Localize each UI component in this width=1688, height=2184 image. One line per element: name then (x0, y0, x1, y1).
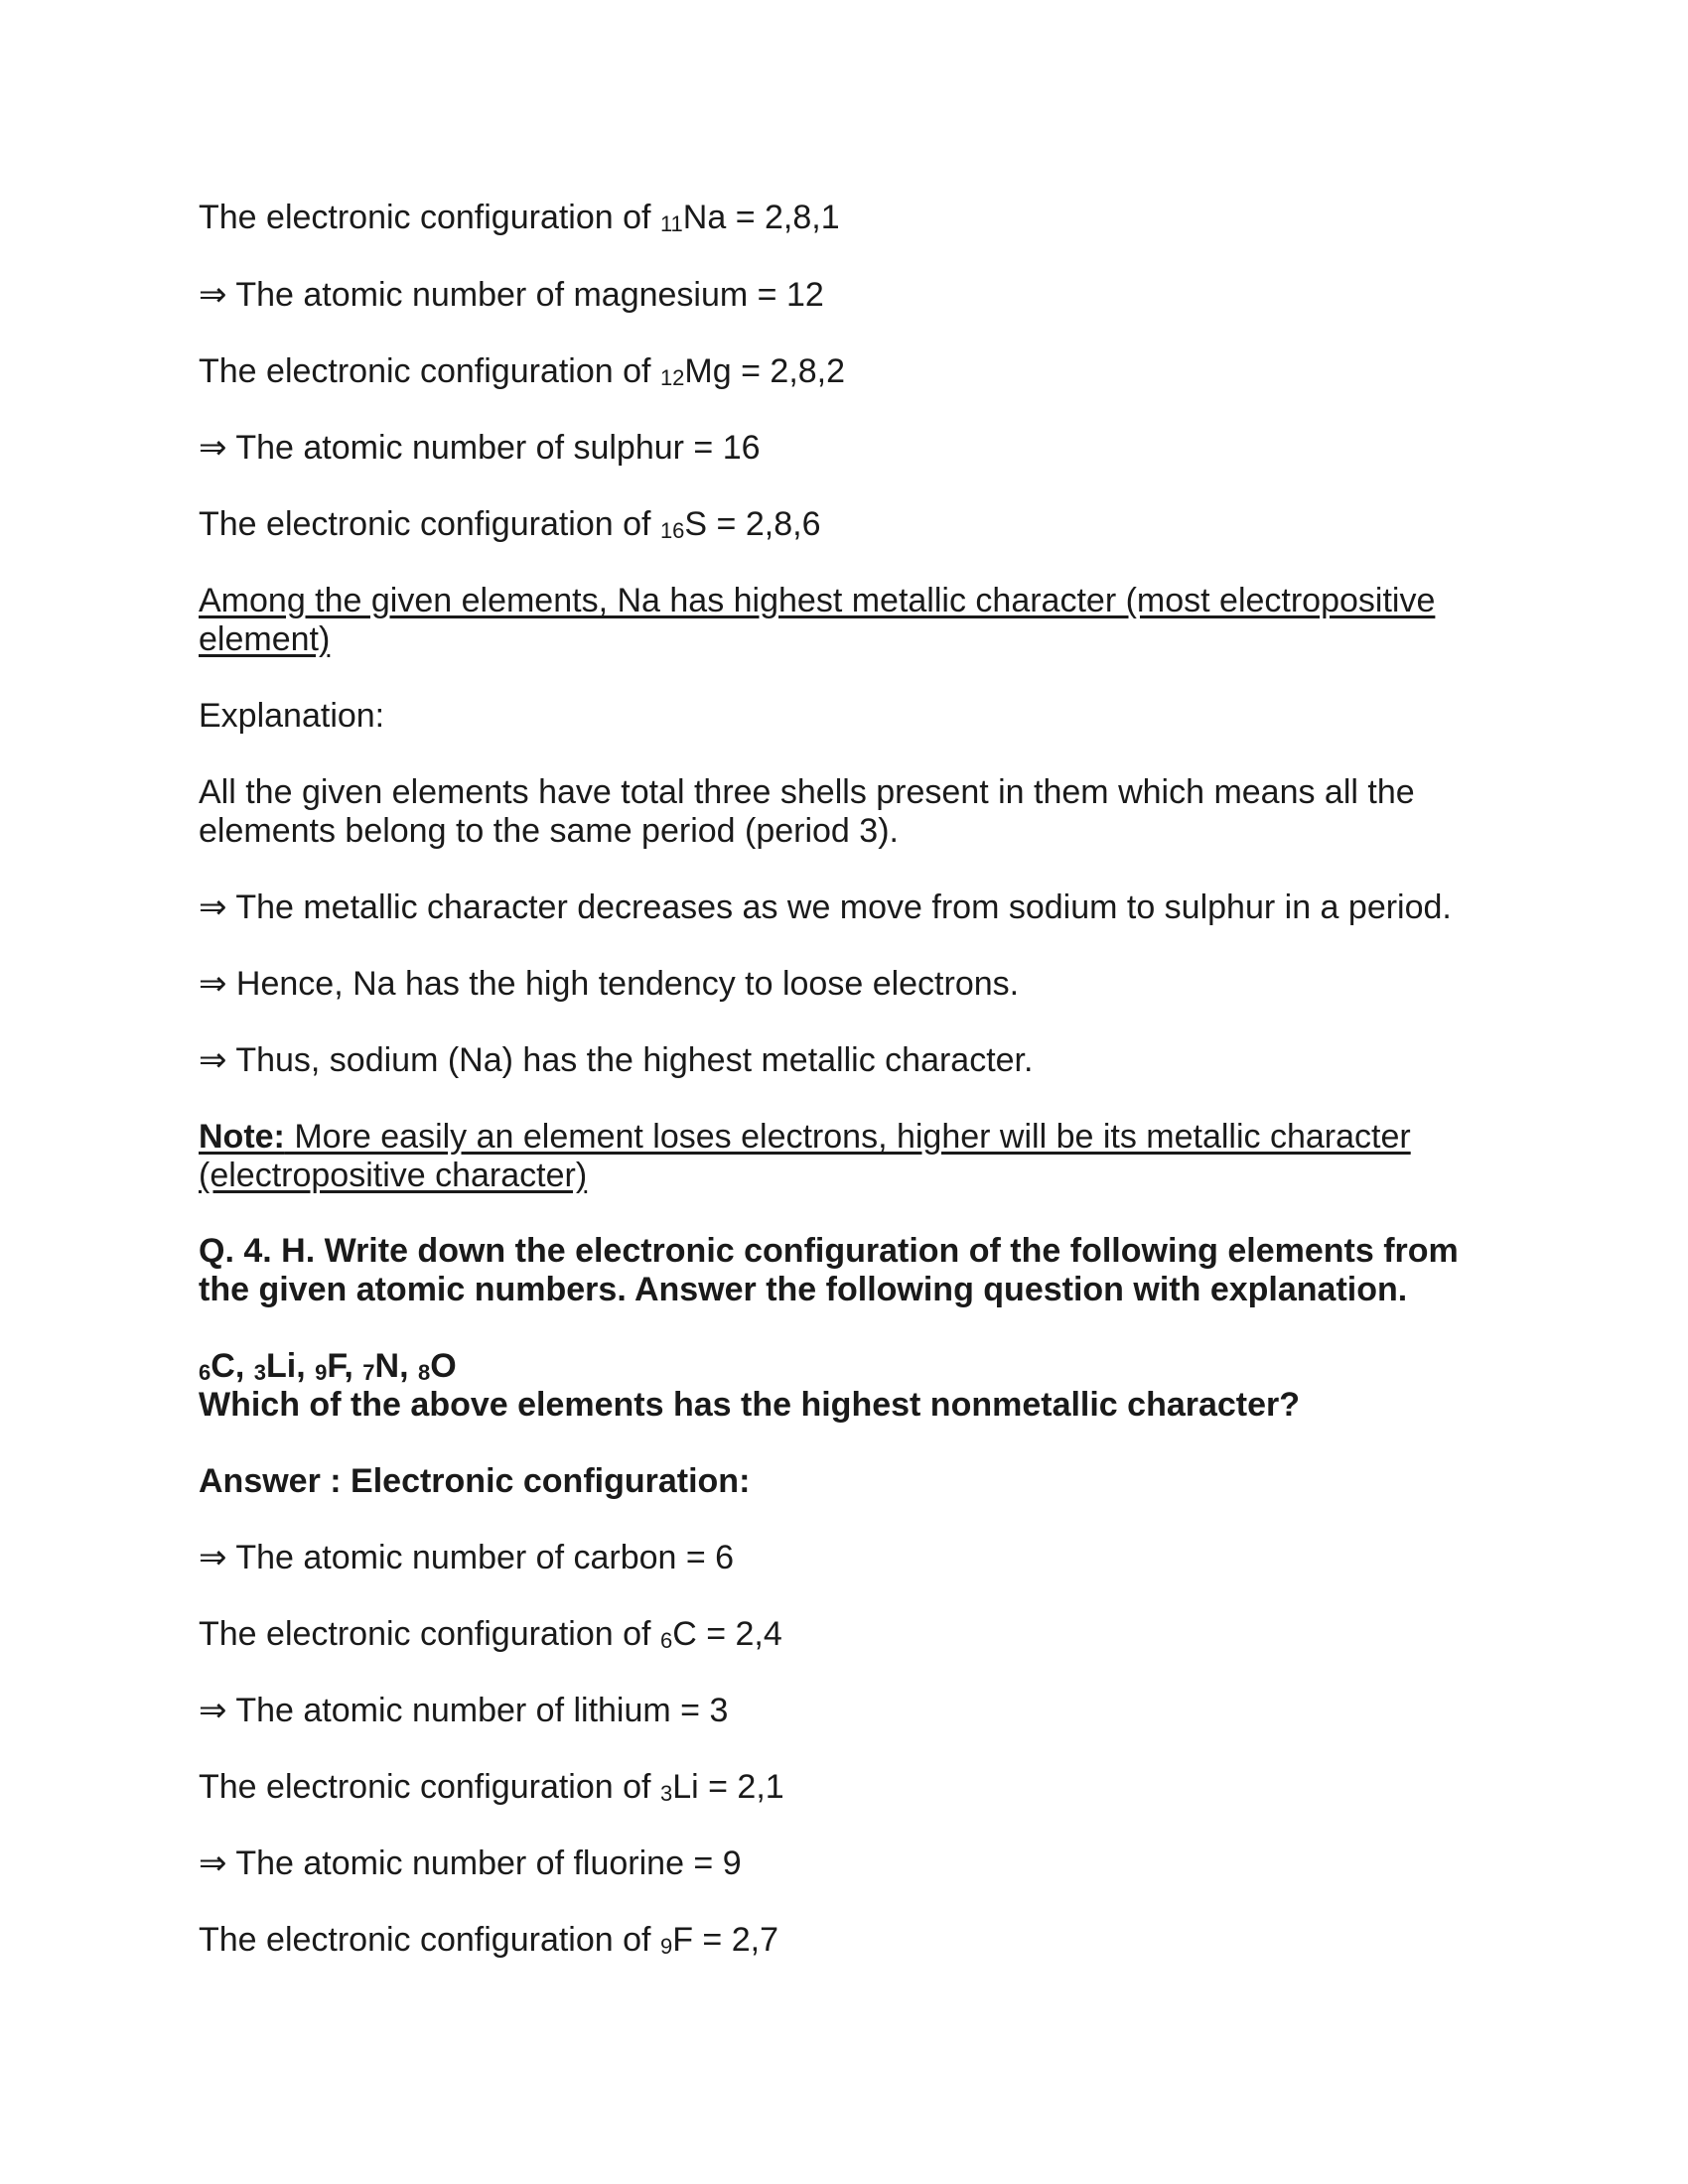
config-prefix: The electronic configuration of (199, 505, 660, 543)
config-value: = 2,1 (698, 1768, 784, 1806)
element-symbol: O (430, 1347, 457, 1385)
element-separator: , (399, 1347, 418, 1385)
answer-heading: Answer : Electronic configuration: (199, 1462, 751, 1500)
atomic-number-subscript: 16 (659, 518, 685, 543)
mg-configuration-line (199, 352, 1489, 394)
note-paragraph (199, 1118, 1489, 1195)
atomic-number-subscript: 12 (659, 365, 685, 390)
s-configuration-line (199, 505, 1489, 547)
question-subprompt: Which of the above elements has the highest nonmetallic character? (199, 1386, 1301, 1424)
element-symbol: Na (682, 199, 727, 236)
element-symbol: F (672, 1921, 693, 1959)
element-symbol: C (211, 1347, 235, 1385)
note-text: More easily an element loses electrons, higher will be its metallic character (electropositive character) (199, 1118, 1411, 1194)
explanation-shells-paragraph: All the given elements have total three shells present in them which means all the elements belong to the same period (period 3). (199, 773, 1415, 850)
config-prefix: The electronic configuration of (199, 1615, 660, 1653)
f-atomic-number-line: ⇒ The atomic number of fluorine = 9 (199, 1844, 742, 1882)
element-symbol: N (374, 1347, 400, 1385)
atomic-number-subscript: 6 (659, 1628, 673, 1653)
atomic-number-subscript: 3 (659, 1781, 673, 1806)
atomic-number-subscript: 11 (659, 211, 683, 236)
elements-list (199, 1347, 1489, 1389)
element-symbol: F (327, 1347, 345, 1385)
config-value: = 2,8,6 (707, 505, 821, 543)
explanation-heading: Explanation: (199, 697, 385, 735)
atomic-number-subscript: 7 (362, 1360, 375, 1385)
config-value: = 2,8,2 (731, 352, 846, 390)
c-configuration-line (199, 1615, 1489, 1657)
conclusion-statement: Among the given elements, Na has highest metallic character (most electropositive element) (199, 582, 1436, 658)
atomic-number-subscript: 6 (199, 1360, 211, 1385)
element-symbol: Li (265, 1347, 297, 1385)
config-prefix: The electronic configuration of (199, 1921, 660, 1959)
c-atomic-number-line: ⇒ The atomic number of carbon = 6 (199, 1539, 735, 1576)
element-symbol: Li (672, 1768, 699, 1806)
element-symbol: C (672, 1615, 697, 1653)
element-symbol: Mg (684, 352, 732, 390)
s-atomic-number-line: ⇒ The atomic number of sulphur = 16 (199, 429, 761, 467)
explanation-decrease-line: ⇒ The metallic character decreases as we move from sodium to sulphur in a period. (199, 888, 1452, 926)
f-configuration-line (199, 1921, 1489, 1963)
explanation-thus-line: ⇒ Thus, sodium (Na) has the highest metallic character. (199, 1041, 1034, 1079)
atomic-number-subscript: 9 (659, 1934, 673, 1959)
element-separator: , (234, 1347, 254, 1385)
na-configuration-line (199, 199, 1489, 240)
config-value: = 2,7 (692, 1921, 778, 1959)
element-separator: , (296, 1347, 316, 1385)
config-prefix: The electronic configuration of (199, 352, 660, 390)
li-configuration-line (199, 1768, 1489, 1810)
atomic-number-subscript: 3 (253, 1360, 266, 1385)
element-separator: , (344, 1347, 363, 1385)
atomic-number-subscript: 9 (315, 1360, 328, 1385)
element-symbol: S (684, 505, 708, 543)
question-heading: Q. 4. H. Write down the electronic configuration of the following elements from the given atomic numbers. Answer the following question with explanation. (199, 1232, 1459, 1308)
explanation-tendency-line: ⇒ Hence, Na has the high tendency to loose electrons. (199, 965, 1020, 1003)
config-prefix: The electronic configuration of (199, 199, 660, 236)
config-value: = 2,4 (696, 1615, 782, 1653)
note-label: Note: (199, 1118, 285, 1156)
config-prefix: The electronic configuration of (199, 1768, 660, 1806)
li-atomic-number-line: ⇒ The atomic number of lithium = 3 (199, 1692, 729, 1729)
config-value: = 2,8,1 (726, 199, 840, 236)
atomic-number-subscript: 8 (417, 1360, 431, 1385)
mg-atomic-number-line: ⇒ The atomic number of magnesium = 12 (199, 276, 824, 314)
